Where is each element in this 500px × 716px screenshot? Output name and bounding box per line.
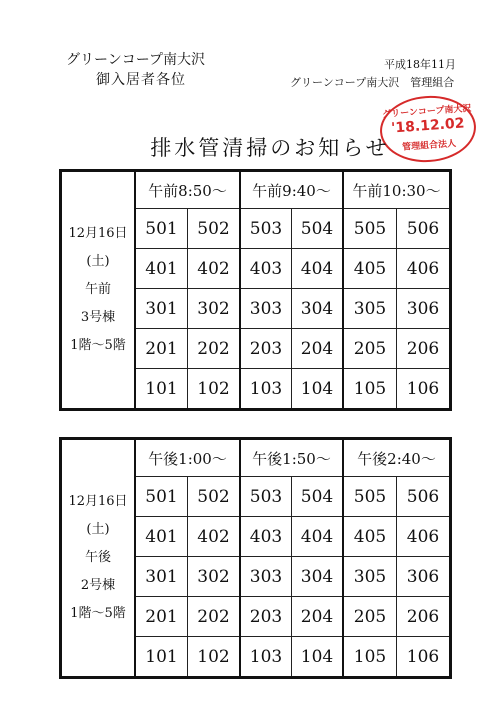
- schedule-floors: 1階～5階: [70, 606, 126, 621]
- room-cell: 402: [188, 517, 241, 557]
- room-cell: 206: [397, 597, 451, 637]
- time-slot: 午後2:40～: [343, 439, 451, 477]
- room-cell: 504: [292, 477, 344, 517]
- room-cell: 101: [135, 637, 188, 678]
- schedule-table-afternoon: [59, 437, 452, 679]
- schedule-period: 午後: [84, 550, 111, 565]
- room-cell: 103: [240, 637, 292, 678]
- room-cell: 201: [135, 597, 188, 637]
- room-cell: 103: [240, 369, 292, 410]
- room-cell: 203: [240, 329, 292, 369]
- seal-line-3: 管理組合法人: [401, 139, 457, 153]
- schedule-floors: 1階～5階: [70, 338, 126, 353]
- room-cell: 301: [135, 557, 188, 597]
- schedule-period: 午前: [84, 282, 111, 297]
- schedule-weekday: (土): [86, 254, 110, 269]
- room-cell: 502: [188, 209, 241, 249]
- sender: グリーンコープ南大沢 管理組合: [290, 76, 455, 89]
- seal-line-2: '18.12.02: [390, 115, 465, 137]
- schedule-date: 12月16日: [68, 226, 128, 241]
- room-cell: 403: [240, 517, 292, 557]
- room-cell: 503: [240, 209, 292, 249]
- room-cell: 501: [135, 209, 188, 249]
- room-cell: 106: [397, 637, 451, 678]
- room-cell: 306: [397, 289, 451, 329]
- room-cell: 506: [397, 209, 451, 249]
- room-cell: 304: [292, 289, 344, 329]
- room-cell: 406: [397, 249, 451, 289]
- schedule-info: [61, 439, 136, 678]
- room-cell: 205: [343, 597, 397, 637]
- room-cell: 303: [240, 557, 292, 597]
- room-cell: 104: [292, 369, 344, 410]
- time-slot: 午前9:40～: [240, 171, 343, 209]
- room-cell: 204: [292, 597, 344, 637]
- room-cell: 404: [292, 517, 344, 557]
- schedule-table-morning: [59, 169, 452, 411]
- schedule-building: 2号棟: [80, 578, 116, 593]
- room-cell: 304: [292, 557, 344, 597]
- room-cell: 102: [188, 369, 241, 410]
- room-cell: 306: [397, 557, 451, 597]
- room-cell: 406: [397, 517, 451, 557]
- room-cell: 106: [397, 369, 451, 410]
- room-cell: 405: [343, 517, 397, 557]
- room-cell: 501: [135, 477, 188, 517]
- time-slot: 午前10:30～: [343, 171, 451, 209]
- room-cell: 302: [188, 557, 241, 597]
- room-cell: 401: [135, 249, 188, 289]
- room-cell: 202: [188, 597, 241, 637]
- schedule-weekday: (土): [86, 522, 110, 537]
- room-cell: 405: [343, 249, 397, 289]
- room-cell: 102: [188, 637, 241, 678]
- schedule-date: 12月16日: [68, 494, 128, 509]
- room-cell: 504: [292, 209, 344, 249]
- room-cell: 203: [240, 597, 292, 637]
- room-cell: 101: [135, 369, 188, 410]
- room-cell: 503: [240, 477, 292, 517]
- issue-date: 平成18年11月: [384, 58, 456, 71]
- room-cell: 205: [343, 329, 397, 369]
- room-cell: 402: [188, 249, 241, 289]
- room-cell: 105: [343, 637, 397, 678]
- room-cell: 104: [292, 637, 344, 678]
- schedule-info: [61, 171, 136, 410]
- room-cell: 502: [188, 477, 241, 517]
- room-cell: 505: [343, 209, 397, 249]
- addressee-line-2: 御入居者各位: [96, 72, 186, 88]
- time-slot: 午前8:50～: [135, 171, 240, 209]
- schedule-building: 3号棟: [80, 310, 116, 325]
- time-slot: 午後1:00～: [135, 439, 240, 477]
- room-cell: 506: [397, 477, 451, 517]
- room-cell: 305: [343, 557, 397, 597]
- room-cell: 505: [343, 477, 397, 517]
- room-cell: 206: [397, 329, 451, 369]
- seal-line-1: グリーンコープ南大沢: [381, 103, 472, 121]
- room-cell: 301: [135, 289, 188, 329]
- room-cell: 204: [292, 329, 344, 369]
- time-slot: 午後1:50～: [240, 439, 343, 477]
- room-cell: 302: [188, 289, 241, 329]
- room-cell: 403: [240, 249, 292, 289]
- room-cell: 202: [188, 329, 241, 369]
- room-cell: 201: [135, 329, 188, 369]
- room-cell: 105: [343, 369, 397, 410]
- room-cell: 401: [135, 517, 188, 557]
- room-cell: 404: [292, 249, 344, 289]
- page-title: 排水管清掃のお知らせ: [150, 136, 390, 160]
- room-cell: 305: [343, 289, 397, 329]
- addressee-line-1: グリーンコープ南大沢: [66, 52, 206, 68]
- room-cell: 303: [240, 289, 292, 329]
